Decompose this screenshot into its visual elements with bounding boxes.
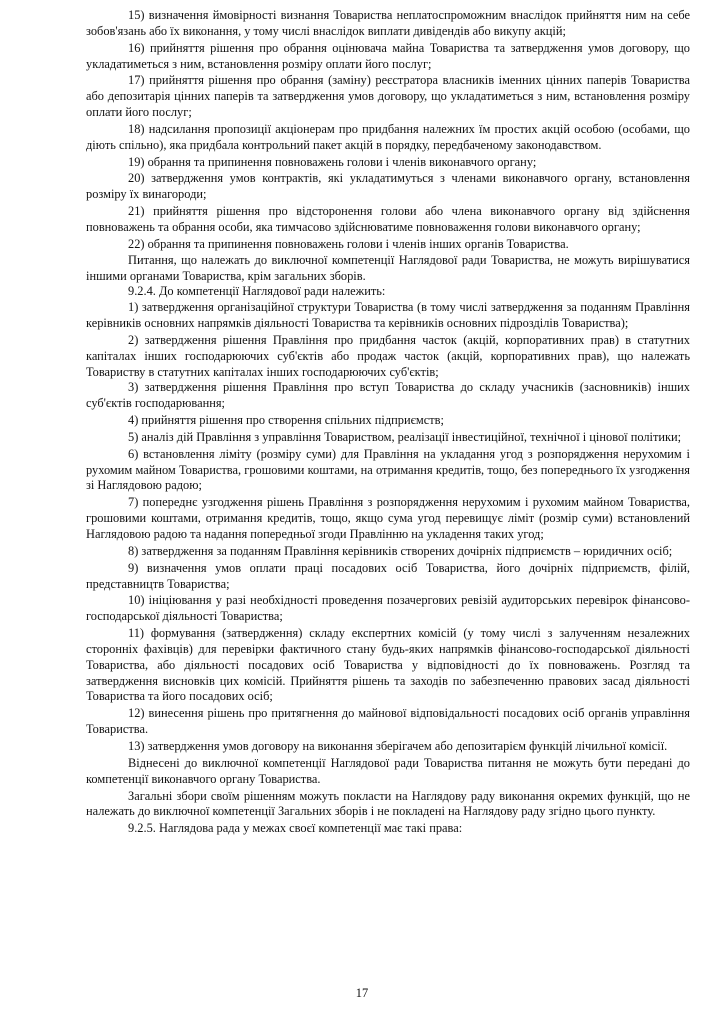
item-21: 21) прийняття рішення про відсторонення голови або члена виконавчого органу від здійснення повноважень та обрання особи, яка тимчасово здійснюватиме повноваження голови виконавчого органу; (86, 204, 690, 234)
non-transferable-note: Віднесені до виключної компетенції Наглядової ради Товариства питання не можуть бути передані до компетенції виконавчого органу Товариства. (86, 755, 690, 786)
competence-item-3: 3) затвердження рішення Правління про вступ Товариства до складу учасників (засновників) інших суб'єктів господарювання; (86, 380, 690, 411)
competence-item-6: 6) встановлення ліміту (розміру суми) для Правління на укладання угод з розпорядження нерухомим і рухомим майном Товариства, грошовими коштами, на отримання кредитів, тощо, без попереднього їх узгодження зі Наглядовою радою; (86, 446, 690, 493)
document-body (86, 8, 690, 837)
competence-item-9: 9) визначення умов оплати праці посадових осіб Товариства, його дочірніх підприємств, філій, представництв Товариства; (86, 560, 690, 591)
competence-item-12: 12) винесення рішень про притягнення до майнової відповідальності посадових осіб органів управління Товариства. (86, 706, 690, 737)
item-18: 18) надсилання пропозиції акціонерам про придбання належних їм простих акцій особою (особами, що діють спільно), яка придбала контрольний пакет акцій в порядку, передбаченому законодавством. (86, 121, 690, 152)
exclusive-competence-note: Питання, що належать до виключної компетенції Наглядової ради Товариства, не можуть вирішуватися іншими органами Товариства, крім загальних зборів. (86, 252, 690, 283)
page-number: 17 (355, 986, 369, 1000)
competence-item-5: 5) аналіз дій Правління з управління Товариством, реалізації інвестиційної, технічної і цінової політики; (128, 429, 682, 444)
competence-item-7: 7) попереднє узгодження рішень Правління з розпорядження нерухомим і рухомим майном Товариства, грошовими коштами, отримання кредитів, тощо, якщо сума угод перевищує ліміт (розмір суми) встановлений Наглядовою радою та надання попередньої згоди Правлінню на укладення таких угод; (86, 495, 690, 541)
competence-item-8: 8) затвердження за поданням Правління керівників створених дочірніх підприємств – юридичних осіб; (128, 543, 673, 558)
item-22: 22) обрання та припинення повноважень голови і членів інших органів Товариства. (128, 236, 569, 251)
item-16: 16) прийняття рішення про обрання оцінювача майна Товариства та затвердження умов договору, що укладатиметься з ним, встановлення розміру оплати його послуг; (86, 40, 690, 71)
item-19: 19) обрання та припинення повноважень голови і членів виконавчого органу; (128, 154, 537, 169)
competence-item-2: 2) затвердження рішення Правління про придбання часток (акцій, корпоративних прав) в статутних капіталах інших господарюючих суб'єктів або продаж часток (акцій, корпоративних прав), що належать Товариству в статутних капіталах інших господарюючих суб'єктів; (86, 332, 690, 379)
competence-item-11: 11) формування (затвердження) складу експертних комісій (у тому числі з залученням незалежних сторонніх фахівців) для перевірки фактичного стану будь-яких напрямків фінансово-господарської діяльності Товариства, або діяльності посадових осіб Товариства у відповідності до їх повноважень. Розгляд та затвердження висновків цих комісій. Прийняття рішень та заходів по забезпеченню правових засад діяльності Товариства та його посадових осіб; (86, 626, 690, 704)
general-meeting-note: Загальні збори своїм рішенням можуть покласти на Наглядову раду виконання окремих функцій, що не належать до виключної компетенції Загальних зборів і не покладені на Наглядову раду згідно цього пункту. (86, 788, 690, 819)
competence-item-10: 10) ініціювання у разі необхідності проведення позачергових ревізій аудиторських перевірок фінансово-господарської діяльності Товариства; (86, 593, 690, 624)
competence-item-13: 13) затвердження умов договору на виконання зберігачем або депозитарієм функцій лічильної комісії. (128, 738, 668, 753)
section-heading-9-2-4: 9.2.4. До компетенції Наглядової ради належить: (128, 284, 386, 299)
item-17: 17) прийняття рішення про обрання (заміну) реєстратора власників іменних цінних паперів Товариства або депозитарія цінних паперів та затвердження умов договору, що укладатиметься з ним, встановлення розміру оплати його послуг; (86, 73, 690, 120)
competence-item-1: 1) затвердження організаційної структури Товариства (в тому числі затвердження за поданням Правління керівників основних напрямків діяльності Товариства та керівників основних підрозділів Товариства); (86, 300, 690, 331)
section-heading-9-2-5: 9.2.5. Наглядова рада у межах своєї компетенції має такі права: (128, 821, 463, 836)
competence-item-4: 4) прийняття рішення про створення спільних підприємств; (128, 413, 444, 428)
item-20: 20) затвердження умов контрактів, які укладатимуться з членами виконавчого органу, встановлення розміру їх винагороди; (86, 171, 690, 202)
item-15: 15) визначення ймовірності визнання Товариства неплатоспроможним внаслідок прийняття ним на себе зобов'язань або їх виконання, у тому числі внаслідок виплати дивідендів або викупу акцій; (86, 8, 690, 38)
